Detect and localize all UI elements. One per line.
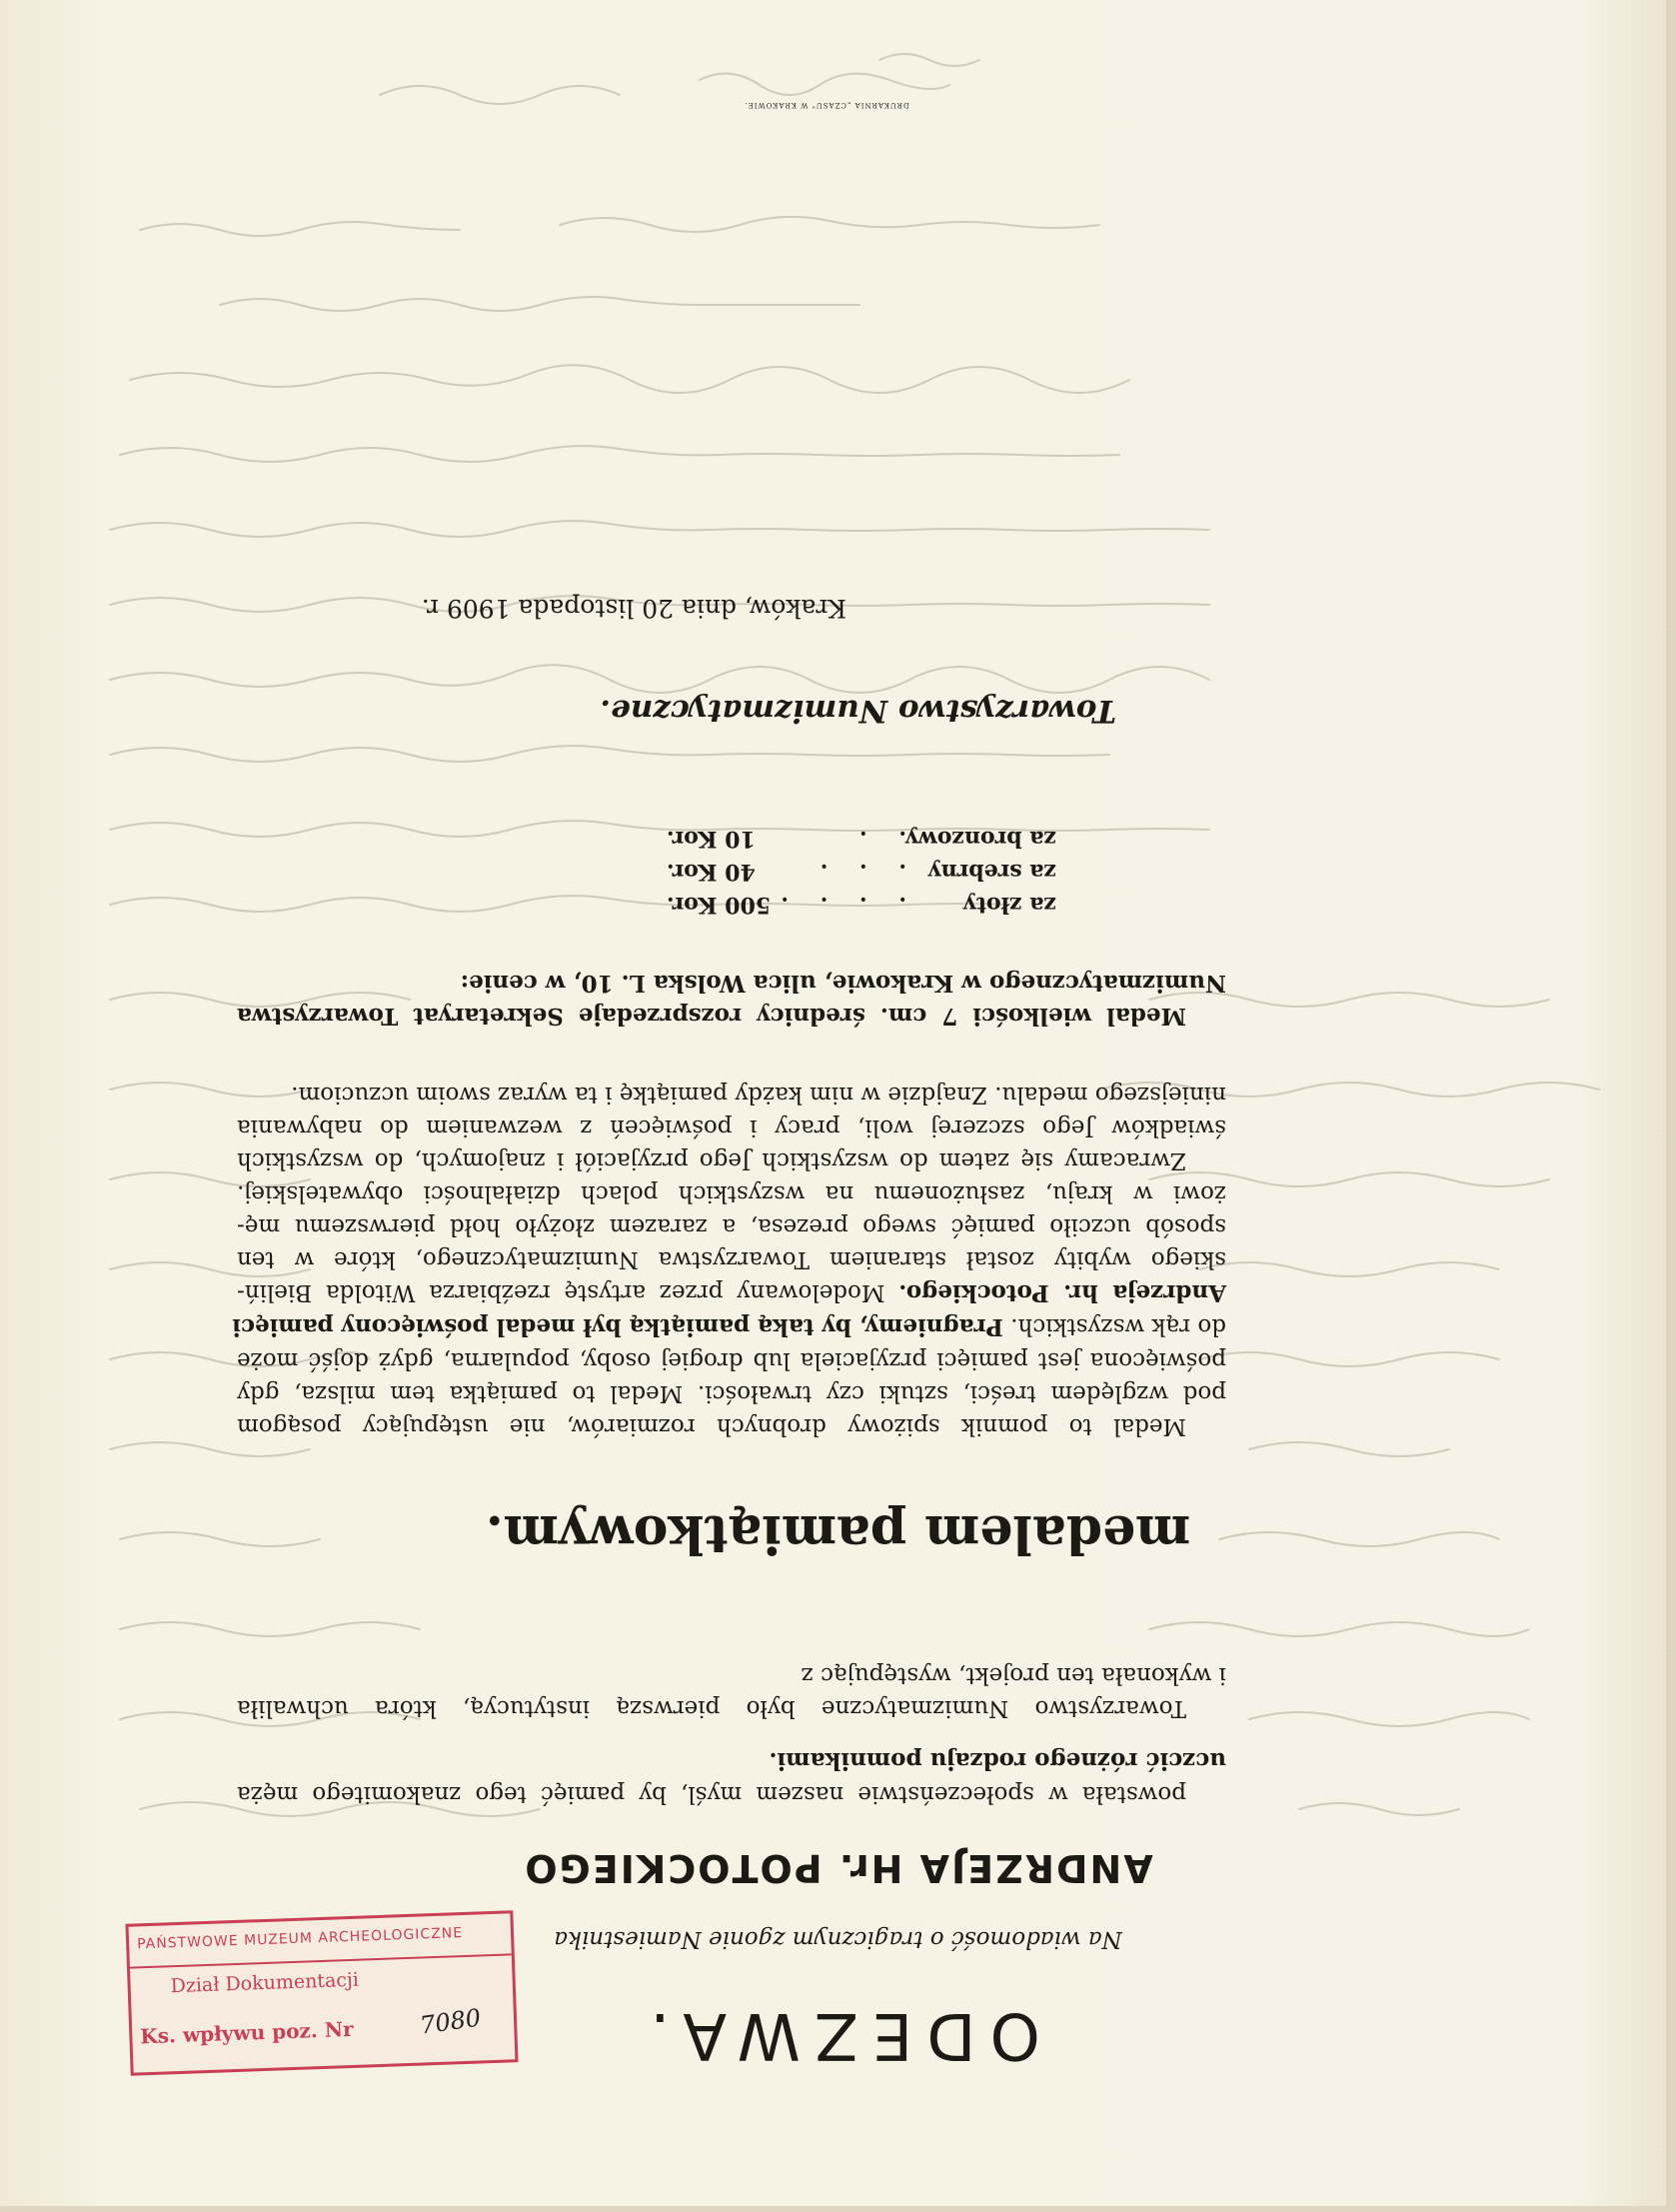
price-amount: 500 Kor. — [667, 892, 772, 918]
text-fragment: do rąk wszystkich. — [1002, 1313, 1226, 1339]
text-line: Towarzystwo Numizmatyczne było pierwszą instytucyą, która uchwaliła — [237, 1695, 1186, 1721]
stamp-divider — [130, 1953, 512, 1968]
text-line: Zwracamy się zatem do wszystkich Jego przyjaciół i znajomych, do wszystkich — [237, 1147, 1186, 1173]
society-signature: Towarzystwo Numizmatyczne. — [600, 693, 1116, 729]
text-line: skiego wybity został staraniem Towarzystwa Numizmatycznego, które w ten — [237, 1246, 1226, 1272]
paragraph-4 — [237, 967, 1226, 1033]
paragraph-3 — [232, 1078, 1226, 1442]
text-line: niniejszego medalu. Znajdzie w nim każdy pamiątkę i ta wyraz swoim uczuciom. — [291, 1082, 1226, 1107]
text-fragment-bold: Andrzeja hr. Potockiego. — [898, 1279, 1226, 1306]
honoree-name: ANDRZEJA Hr. POTOCKIEGO — [523, 1846, 1153, 1890]
text-line: świadków Jego szczerej woli, pracy i poświęceń z wezwaniem do nabywania — [237, 1114, 1226, 1140]
text-line — [232, 1309, 1226, 1343]
museum-stamp — [125, 1910, 518, 2075]
text-line: powstała w społeczeństwie naszem myśl, by pamięć tego znakomitego męża — [237, 1781, 1186, 1807]
price-label: za bronzowy — [905, 826, 1056, 852]
text-line: Medal to pomnik spiżowy drobnych rozmiarów, nie ustępujący posągom — [237, 1413, 1186, 1439]
intro-line: Na wiadomość o tragicznym zgonie Namiestnika — [554, 1926, 1122, 1952]
price-label: za złoty — [963, 892, 1056, 918]
text-line: Medal wielkości 7 cm. średnicy rozsprzedaje Sekretaryat Towarzystwa — [237, 1003, 1186, 1030]
text-line: Numizmatycznego w Krakowie, ulica Wolska L. 10, w cenie: — [460, 970, 1226, 997]
price-row — [667, 888, 1056, 921]
stamp-register-number: 7080 — [418, 2003, 483, 2040]
text-fragment: Modelowany przez artystę rzeźbiarza Witolda Bieliń- — [237, 1279, 899, 1305]
price-dots: . . — [847, 826, 906, 852]
price-dots: . . . . — [769, 892, 906, 918]
price-dots: . . . — [808, 859, 906, 885]
text-line: żowi w kraju, zasłużonemu na wszystkich polach działalności obywatelskiej. — [237, 1180, 1226, 1206]
stamp-department: Dział Dokumentacji — [170, 1968, 360, 1998]
price-label: za srebrny — [927, 859, 1056, 885]
printer-mark: DRUKARNIA „CZASU" W KRAKOWIE. — [744, 101, 909, 109]
text-line: poświęcona jest pamięci przyjaciela lub drogiej osoby, popularna, gdyż dojść może — [237, 1347, 1226, 1373]
stamp-register-label: Ks. wpływu poz. Nr — [139, 2016, 354, 2049]
price-amount: 10 Kor. — [667, 826, 756, 852]
price-row — [667, 822, 1056, 855]
paragraph-2 — [237, 1658, 1226, 1724]
text-line — [237, 1275, 1226, 1309]
text-line: pod względem treści, sztuki czy trwałości. Medal to pamiątka tem milsza, gdy — [237, 1380, 1226, 1406]
dateline: Kraków, dnia 20 listopada 1909 r. — [421, 594, 846, 623]
medal-heading: medalem pamiątkowym. — [485, 1503, 1191, 1564]
paragraph-1 — [237, 1744, 1226, 1810]
price-row — [667, 855, 1056, 888]
text-fragment-bold: Pragniemy, by taką pamiątką był medal poświęcony pamięci — [232, 1313, 1003, 1340]
stamp-institution: PAŃSTWOWE MUZEUM ARCHEOLOGICZNE — [136, 1925, 464, 1953]
text-line: sposób uczciło pamięć swego prezesa, a zarazem złożyło hołd pierwszemu mę- — [237, 1213, 1226, 1239]
appeal-title: ODEZWA. — [636, 1998, 1040, 2072]
price-list — [667, 822, 1056, 921]
text-line: uczcić różnego rodzaju pomnikami. — [769, 1747, 1226, 1774]
price-amount: 40 Kor. — [667, 859, 756, 885]
text-line: i wykonała ten projekt, występując z — [801, 1662, 1226, 1688]
